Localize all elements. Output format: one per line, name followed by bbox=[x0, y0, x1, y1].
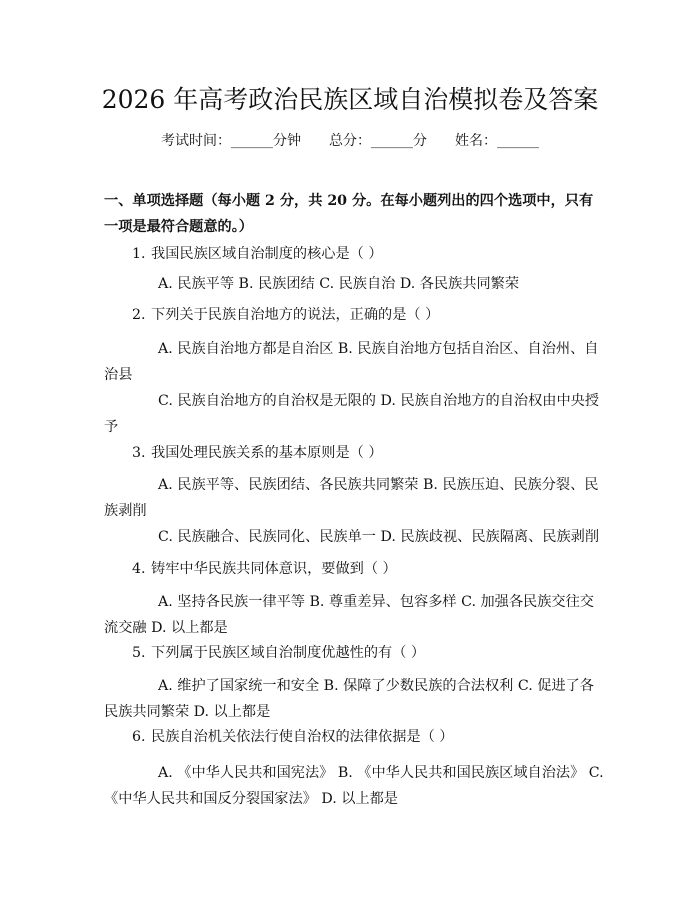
student-name-field: 姓名：______ bbox=[455, 133, 539, 149]
question-stem: 铸牢中华民族共同体意识，要做到（ ） bbox=[151, 561, 397, 577]
options-line: A. 民族平等、民族团结、各民族共同繁荣 B. 民族压迫、民族分裂、民 bbox=[158, 477, 599, 493]
options-line-continued: 《中华人民共和国反分裂国家法》 D. 以上都是 bbox=[104, 791, 398, 807]
options-line: C. 民族自治地方的自治权是无限的 D. 民族自治地方的自治权由中央授 bbox=[158, 393, 600, 409]
options-line-continued: 流交融 D. 以上都是 bbox=[104, 620, 228, 636]
options-line-continued: 民族共同繁荣 D. 以上都是 bbox=[104, 704, 271, 720]
options-line: C. 民族融合、民族同化、民族单一 D. 民族歧视、民族隔离、民族剥削 bbox=[158, 529, 600, 545]
question-number: 5. bbox=[132, 645, 146, 661]
exam-meta bbox=[0, 131, 700, 151]
options-line-continued: 予 bbox=[104, 419, 119, 435]
options-line: A. 民族自治地方都是自治区 B. 民族自治地方包括自治区、自治州、自 bbox=[158, 341, 599, 357]
question-number: 1. bbox=[132, 246, 146, 262]
section-heading: 一、单项选择题（每小题 2 分，共 20 分。在每小题列出的四个选项中，只有一项是最符合题意的。） bbox=[104, 193, 594, 235]
question-6-options bbox=[104, 760, 604, 812]
question-4-options bbox=[104, 589, 592, 641]
question-5-options bbox=[104, 673, 592, 725]
options-line: A. 民族平等 B. 民族团结 C. 民族自治 D. 各民族共同繁荣 bbox=[158, 276, 520, 292]
question-1-options bbox=[104, 271, 592, 297]
options-line: A. 《中华人民共和国宪法》 B. 《中华人民共和国民族区域自治法》 C. bbox=[158, 765, 604, 781]
question-stem: 我国处理民族关系的基本原则是（ ） bbox=[151, 445, 383, 461]
question-stem: 民族自治机关依法行使自治权的法律依据是（ ） bbox=[151, 729, 454, 745]
question-stem: 下列属于民族区域自治制度优越性的有（ ） bbox=[151, 645, 426, 661]
question-number: 6. bbox=[132, 729, 146, 745]
options-line-continued: 治县 bbox=[104, 367, 133, 383]
options-line: A. 坚持各民族一律平等 B. 尊重差异、包容多样 C. 加强各民族交往交 bbox=[158, 594, 594, 610]
question-3-options-cd bbox=[104, 524, 600, 550]
options-line: A. 维护了国家统一和安全 B. 保障了少数民族的合法权利 C. 促进了各 bbox=[158, 678, 594, 694]
question-stem: 下列关于民族自治地方的说法，正确的是（ ） bbox=[151, 307, 440, 323]
question-number: 3. bbox=[132, 445, 146, 461]
exam-time-field: 考试时间：______分钟 bbox=[161, 133, 301, 149]
exam-title: 2026 年高考政治民族区域自治模拟卷及答案 bbox=[101, 85, 599, 114]
question-2-options-ab bbox=[104, 336, 599, 388]
total-score-field: 总分：______分 bbox=[329, 133, 427, 149]
question-number: 2. bbox=[132, 307, 146, 323]
question-stem: 我国民族区域自治制度的核心是（ ） bbox=[151, 246, 383, 262]
question-2-options-cd bbox=[104, 388, 600, 440]
options-line-continued: 族剥削 bbox=[104, 503, 147, 519]
question-number: 4. bbox=[132, 561, 146, 577]
question-3-options-ab bbox=[104, 472, 599, 524]
